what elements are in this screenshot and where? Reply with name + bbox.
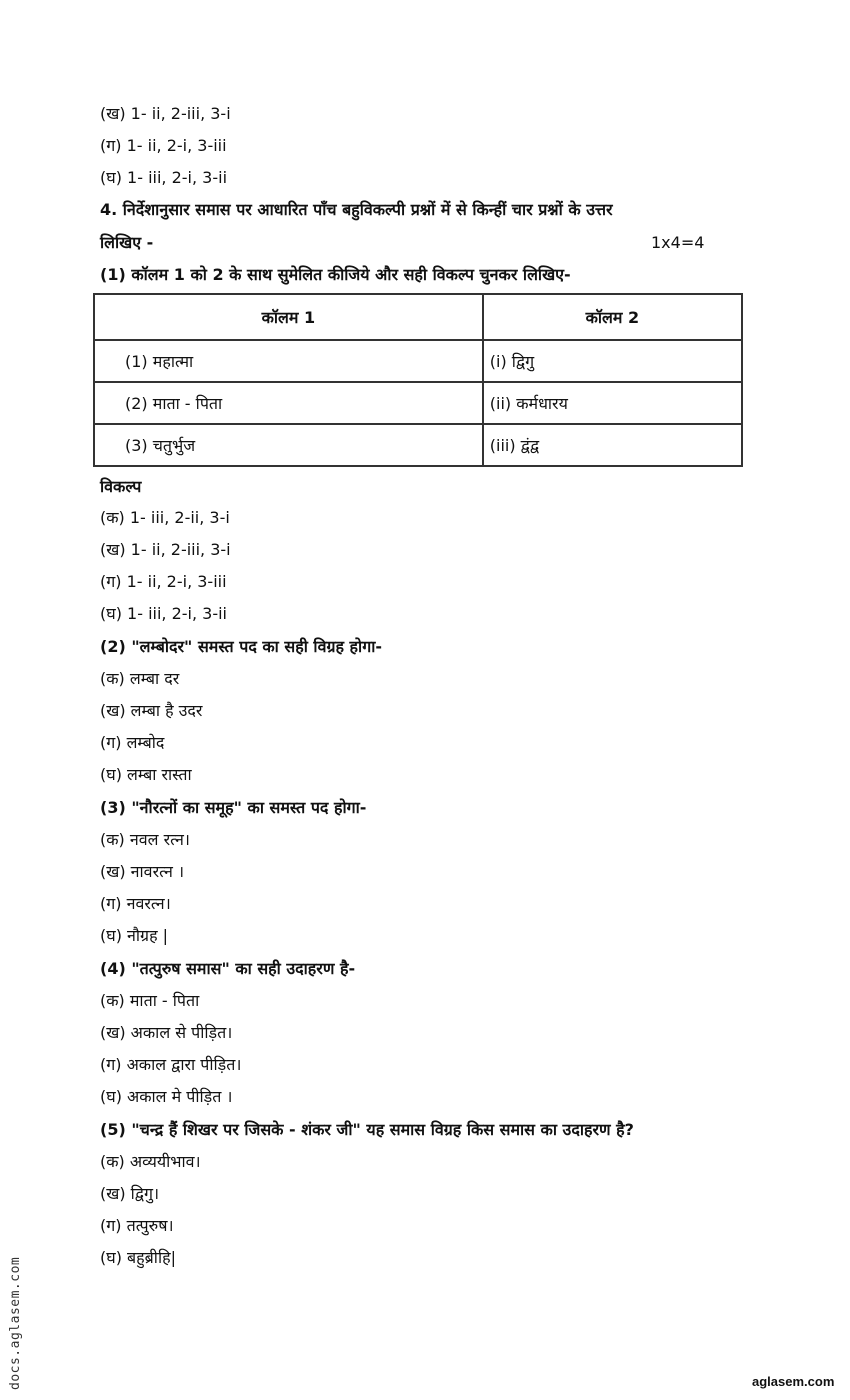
option-line: (ख) द्विगु। (100, 1184, 160, 1203)
options-heading: विकल्प (100, 477, 142, 496)
option-label: (ख) (100, 104, 126, 123)
brand-watermark: aglasem.com (752, 1374, 835, 1389)
option-line (100, 104, 231, 124)
question-heading-cont: लिखिए - (100, 233, 154, 252)
option-line (100, 136, 227, 156)
table-cell: (i) द्विगु (483, 340, 742, 382)
subquestion-prompt: (1) कॉलम 1 को 2 के साथ सुमेलित कीजिये और सही विकल्प चुनकर लिखिए- (100, 265, 571, 284)
option-line: (ग) तत्पुरुष। (100, 1216, 174, 1235)
match-table (93, 293, 743, 467)
table-header: कॉलम 1 (94, 294, 483, 340)
table-cell: (iii) द्वंद्व (483, 424, 742, 466)
option-line (100, 168, 227, 188)
option-label: (घ) (100, 168, 122, 187)
option-text: 1- ii, 2-i, 3-iii (126, 136, 227, 155)
subquestion-prompt: (4) "तत्पुरुष समास" का सही उदाहरण है- (100, 959, 356, 978)
table-header: कॉलम 2 (483, 294, 742, 340)
option-line: (क) नवल रत्न। (100, 830, 190, 849)
option-line: (ख) नावरत्न । (100, 862, 185, 881)
question-heading: 4. निर्देशानुसार समास पर आधारित पाँच बहुविकल्पी प्रश्नों में से किन्हीं चार प्रश्नों के उत्तर (100, 200, 613, 219)
option-line: (ग) लम्बोद (100, 733, 165, 752)
table-row (94, 340, 742, 382)
option-line: (क) 1- iii, 2-ii, 3-i (100, 508, 230, 527)
subquestion-prompt: (3) "नौरत्नों का समूह" का समस्त पद होगा- (100, 798, 367, 817)
option-line: (ग) अकाल द्वारा पीड़ित। (100, 1055, 242, 1074)
option-line: (क) लम्बा दर (100, 669, 180, 688)
subquestion-prompt: (2) "लम्बोदर" समस्त पद का सही विग्रह होगा- (100, 637, 382, 656)
table-row (94, 382, 742, 424)
marks: 1x4=4 (651, 233, 705, 252)
option-line: (ख) लम्बा है उदर (100, 701, 203, 720)
option-line: (घ) नौग्रह | (100, 926, 169, 945)
table-row (94, 424, 742, 466)
side-watermark: docs.aglasem.com (8, 1256, 23, 1390)
option-line: (ग) 1- ii, 2-i, 3-iii (100, 572, 227, 591)
table-header-row (94, 294, 742, 340)
table-cell: (1) महात्मा (94, 340, 483, 382)
option-text: 1- iii, 2-i, 3-ii (127, 168, 228, 187)
option-label: (ग) (100, 136, 122, 155)
table-cell: (ii) कर्मधारय (483, 382, 742, 424)
option-line: (घ) 1- iii, 2-i, 3-ii (100, 604, 227, 623)
subquestion-prompt: (5) "चन्द्र हैं शिखर पर जिसके - शंकर जी" यह समास विग्रह किस समास का उदाहरण है? (100, 1120, 634, 1139)
option-line: (क) अव्ययीभाव। (100, 1152, 201, 1171)
option-text: 1- ii, 2-iii, 3-i (130, 104, 231, 123)
option-line: (ख) अकाल से पीड़ित। (100, 1023, 233, 1042)
table-cell: (2) माता - पिता (94, 382, 483, 424)
option-line: (घ) लम्बा रास्ता (100, 765, 192, 784)
option-line: (क) माता - पिता (100, 991, 200, 1010)
option-line: (घ) अकाल मे पीड़ित । (100, 1087, 233, 1106)
table-cell: (3) चतुर्भुज (94, 424, 483, 466)
option-line: (घ) बहुब्रीहि| (100, 1248, 176, 1267)
option-line: (ख) 1- ii, 2-iii, 3-i (100, 540, 231, 559)
option-line: (ग) नवरत्न। (100, 894, 171, 913)
